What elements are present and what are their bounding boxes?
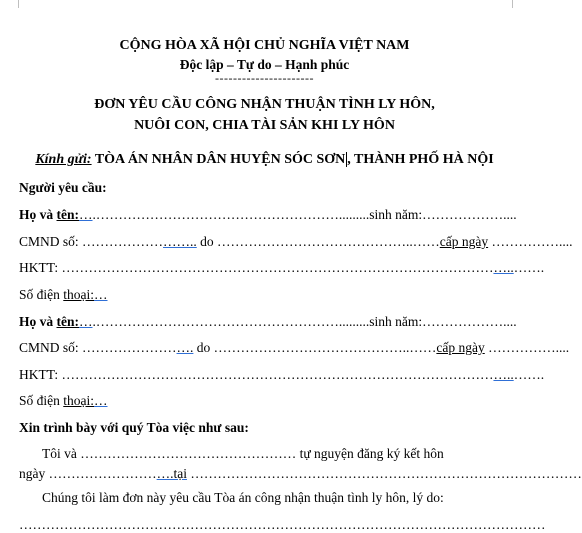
document-title-line1: ĐƠN YÊU CẦU CÔNG NHẬN THUẬN TÌNH LY HÔN, xyxy=(94,97,435,112)
person2-hktt-label[interactable]: HKTT: …………………………………………………………………………………… xyxy=(19,367,494,382)
page-corner-mark-right xyxy=(512,0,523,8)
person2-name-label: Họ và xyxy=(19,314,54,329)
header-separator: ---------------------- xyxy=(215,71,314,85)
person2-issue-label: cấp ngày xyxy=(436,340,485,355)
person2-phone-thoai: thoại: xyxy=(63,393,95,408)
person2-birth-field[interactable]: ……………….... xyxy=(422,314,517,329)
person2-hktt-row xyxy=(19,367,545,383)
person2-phone-row xyxy=(19,393,523,409)
recipient-label: Kính gửi: xyxy=(35,152,92,167)
requester-label: Người yêu cầu: xyxy=(19,180,107,195)
person2-id-row xyxy=(19,340,570,356)
person1-name-field[interactable]: … xyxy=(79,207,93,222)
page-corner-mark-left xyxy=(8,0,19,8)
person2-name-dots[interactable]: .………………………………………………......... xyxy=(92,314,370,329)
person2-name-ten: tên: xyxy=(56,314,80,329)
person1-name-dots[interactable]: .………………………………………………......... xyxy=(92,207,370,222)
person1-hktt-field[interactable]: ….. xyxy=(493,260,514,275)
person2-phone-label: Số điện xyxy=(19,393,60,408)
reason-field[interactable]: ……………………………………………………………………………………………………… xyxy=(19,517,546,532)
person2-hktt-field[interactable]: ….. xyxy=(493,367,514,382)
person1-birth-label: sinh năm: xyxy=(369,207,423,222)
person1-phone-label: Số điện xyxy=(19,287,60,302)
person1-id-label[interactable]: CMND số: ……………… xyxy=(19,234,164,249)
person1-birth-field[interactable]: ……………….... xyxy=(422,207,517,222)
person1-phone-thoai: thoại: xyxy=(63,287,95,302)
request-paragraph: Chúng tôi làm đơn này yêu cầu Tòa án công nhận thuận tình ly hôn, lý do: xyxy=(42,490,444,505)
person1-name-row xyxy=(19,207,523,223)
person1-hktt-row xyxy=(19,260,545,276)
marriage-place-field[interactable]: …………………………………………………………………………… xyxy=(187,466,582,481)
person1-phone-row xyxy=(19,287,523,303)
document-title-line2: NUÔI CON, CHIA TÀI SẢN KHI LY HÔN xyxy=(134,118,395,133)
person2-phone-field[interactable]: … xyxy=(94,393,108,408)
national-motto: Độc lập – Tự do – Hạnh phúc xyxy=(179,57,350,72)
national-title: CỘNG HÒA XÃ HỘI CHỦ NGHĨA VIỆT NAM xyxy=(119,38,410,53)
presentation-heading: Xin trình bày với quý Tòa việc như sau: xyxy=(19,420,249,435)
person1-phone-field[interactable]: … xyxy=(94,287,108,302)
marriage-paragraph-line1[interactable]: Tôi và ………………………………………… tự nguyện đăng ký kết hôn xyxy=(42,446,444,461)
person2-name-row xyxy=(19,314,523,330)
person2-issue-field[interactable]: …………….... xyxy=(484,340,570,355)
person1-name-label: Họ và xyxy=(19,207,54,222)
person2-id-issuer[interactable]: do ……………………………………..…… xyxy=(193,340,437,355)
marriage-date-field[interactable]: ngày …………………… xyxy=(19,466,157,481)
marriage-place-label[interactable]: ….tại xyxy=(156,466,187,481)
person1-hktt-label[interactable]: HKTT: …………………………………………………………………………………… xyxy=(19,260,494,275)
person1-hktt-tail[interactable]: ……. xyxy=(513,260,545,275)
person2-birth-label: sinh năm: xyxy=(369,314,423,329)
person2-id-field[interactable]: …. xyxy=(176,340,194,355)
person1-name-ten: tên: xyxy=(56,207,80,222)
person1-issue-field[interactable]: …………….... xyxy=(488,234,573,249)
person2-name-field[interactable]: … xyxy=(79,314,93,329)
recipient-court: TÒA ÁN NHÂN DÂN HUYỆN SÓC SƠN xyxy=(91,152,346,167)
person2-hktt-tail[interactable]: ……. xyxy=(513,367,545,382)
recipient-line xyxy=(0,152,529,168)
person1-id-issuer[interactable]: do ……………………………………..…… xyxy=(196,234,440,249)
marriage-paragraph-line2 xyxy=(19,466,582,482)
person1-issue-label: cấp ngày xyxy=(439,234,489,249)
person1-id-field[interactable]: …….. xyxy=(163,234,197,249)
person1-id-row xyxy=(19,234,573,250)
recipient-city: , THÀNH PHỐ HÀ NỘI xyxy=(347,152,494,167)
person2-id-label[interactable]: CMND số: ………………… xyxy=(19,340,177,355)
